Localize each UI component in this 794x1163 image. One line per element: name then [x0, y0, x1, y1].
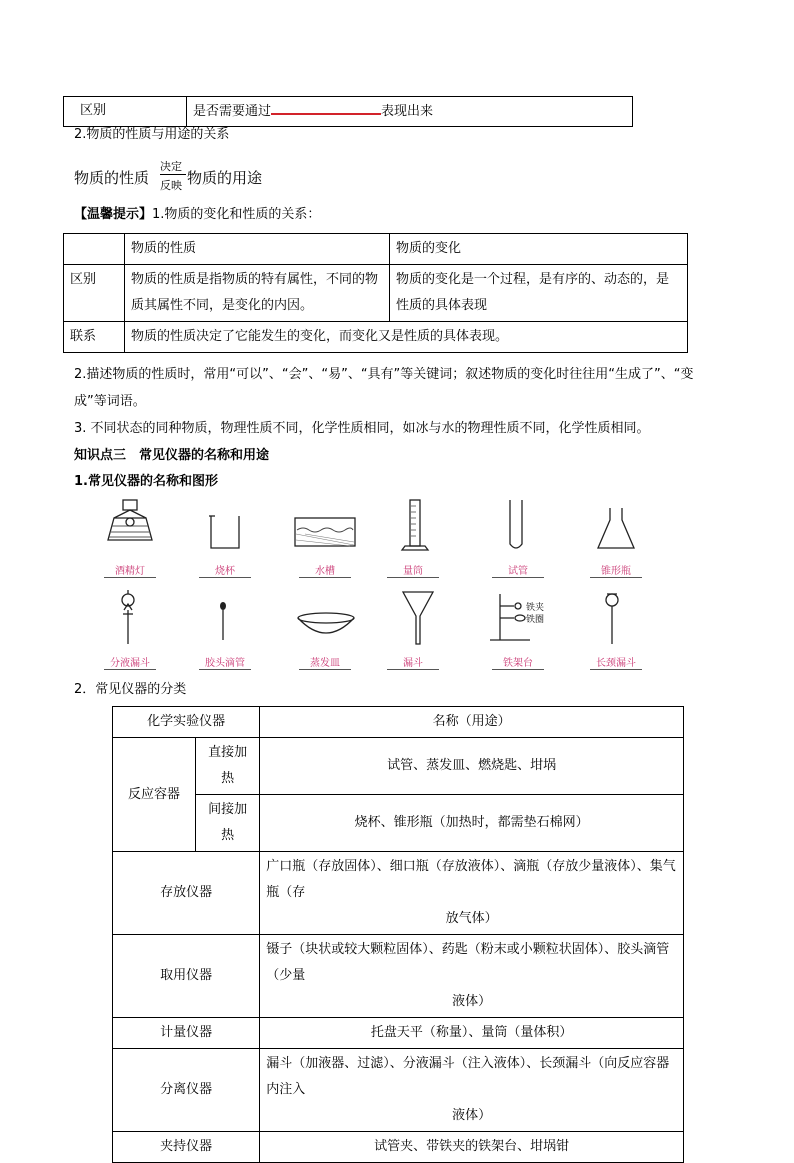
- class-taking-line1: 镊子（块状或较大颗粒固体）、药匙（粉末或小颗粒状固体）、胶头滴管（少量: [266, 942, 670, 983]
- measuring-cylinder-icon: [402, 500, 428, 550]
- class-indirect-items: 烧杯、锥形瓶（加热时，都需垫石棉网）: [260, 795, 684, 852]
- evaporating-dish-icon: [298, 613, 354, 633]
- note2-line2: 成”等词语。: [74, 394, 146, 409]
- top-table-text-after: 表现出来: [381, 104, 434, 119]
- caption-underline: [492, 669, 544, 670]
- class-measure-items: 托盘天平（称量）、量筒（量体积）: [260, 1018, 684, 1049]
- class-separate: 分离仪器: [113, 1049, 260, 1132]
- tip-line: [74, 205, 320, 225]
- relation-right: 物质的用途: [187, 169, 263, 187]
- compare-table: [63, 233, 688, 353]
- note2-line1: 2.描述物质的性质时，常用“可以”、“会”、“易”、“具有”等关键词；叙述物质的变化时往往用“生成了”、“变: [74, 367, 694, 382]
- conical-flask-icon: [598, 508, 634, 548]
- compare-header-empty: [64, 234, 125, 265]
- funnel-icon: [403, 592, 433, 644]
- caption-measuring-cylinder: 量筒: [403, 566, 423, 577]
- class-direct: 直接加热: [196, 738, 260, 795]
- class-storage-line1: 广口瓶（存放固体）、细口瓶（存放液体）、滴瓶（存放少量液体）、集气瓶（存: [266, 859, 676, 900]
- class-taking-line2: 液体）: [452, 994, 492, 1009]
- compare-header-prop: 物质的性质: [125, 234, 390, 265]
- caption-underline: [299, 669, 351, 670]
- class-header-left: 化学实验仪器: [113, 707, 260, 738]
- caption-test-tube: 试管: [508, 566, 528, 577]
- caption-evaporating-dish: 蒸发皿: [310, 658, 340, 669]
- class-clamp-items: 试管夹、带铁夹的铁架台、坩埚钳: [260, 1132, 684, 1163]
- separatory-funnel-icon: [122, 590, 134, 644]
- class-separate-line2: 液体）: [452, 1108, 492, 1123]
- caption-underline: [590, 669, 642, 670]
- caption-conical-flask: 锥形瓶: [601, 566, 631, 577]
- class-reaction: 反应容器: [113, 738, 196, 852]
- class-taking-items: [260, 935, 684, 1018]
- iron-stand-icon: [490, 594, 530, 640]
- relation-top: 决定: [160, 160, 182, 173]
- iron-clamp-label: 铁夹: [526, 603, 545, 613]
- relation-bar: [160, 174, 186, 175]
- caption-underline: [492, 577, 544, 578]
- caption-underline: [387, 577, 439, 578]
- beaker-icon: [209, 516, 239, 548]
- tip-bracket: 【温馨提示】: [74, 207, 153, 222]
- caption-beaker: 烧杯: [215, 566, 235, 577]
- compare-header-change: 物质的变化: [390, 234, 688, 265]
- class-storage: 存放仪器: [113, 852, 260, 935]
- kp3-sub1: 1.常见仪器的名称和图形: [74, 474, 218, 489]
- caption-underline: [104, 669, 156, 670]
- iron-ring-label: 铁圈: [526, 615, 545, 625]
- caption-iron-stand: 铁架台: [503, 658, 533, 669]
- class-direct-items: 试管、蒸发皿、燃烧匙、坩埚: [260, 738, 684, 795]
- caption-underline: [104, 577, 156, 578]
- kp3-title: 知识点三 常见仪器的名称和用途: [74, 448, 270, 463]
- caption-long-neck-funnel: 长颈漏斗: [596, 658, 636, 669]
- classification-table: [112, 706, 684, 1163]
- kp3-sub2: 2．常见仪器的分类: [74, 682, 187, 697]
- class-indirect: 间接加热: [196, 795, 260, 852]
- compare-row2-text: 物质的性质决定了它能发生的变化，而变化又是性质的具体表现。: [125, 322, 688, 353]
- compare-row1-label: 区别: [64, 265, 125, 322]
- caption-underline: [590, 577, 642, 578]
- tip-text: 1.物质的变化和性质的关系：: [152, 207, 321, 222]
- long-neck-funnel-icon: [606, 594, 618, 644]
- water-trough-icon: [295, 518, 355, 546]
- instrument-drawings: [90, 496, 690, 676]
- class-clamp: 夹持仪器: [113, 1132, 260, 1163]
- caption-dropper: 胶头滴管: [205, 658, 245, 669]
- fill-blank: [271, 99, 381, 115]
- compare-row2-label: 联系: [64, 322, 125, 353]
- class-header-right: 名称（用途）: [260, 707, 684, 738]
- dropper-icon: [220, 602, 226, 640]
- class-storage-items: [260, 852, 684, 935]
- test-tube-icon: [510, 500, 522, 548]
- caption-underline: [199, 669, 251, 670]
- note3: 3. 不同状态的同种物质，物理性质不同，化学性质相同，如冰与水的物理性质不同，化学性质相同。: [74, 421, 650, 436]
- caption-underline: [387, 669, 439, 670]
- class-storage-line2: 放气体）: [445, 911, 498, 926]
- class-separate-line1: 漏斗（加液器、过滤）、分液漏斗（注入液体）、长颈漏斗（向反应容器内注入: [266, 1056, 670, 1097]
- section2-title: 2.物质的性质与用途的关系: [74, 127, 230, 142]
- compare-row1-prop: 物质的性质是指物质的特有属性，不同的物质其属性不同，是变化的内因。: [125, 265, 390, 322]
- top-table-label: 区别: [64, 97, 187, 127]
- caption-separatory-funnel: 分液漏斗: [110, 658, 150, 669]
- class-measure: 计量仪器: [113, 1018, 260, 1049]
- top-table-content: [187, 97, 633, 127]
- caption-funnel: 漏斗: [403, 658, 423, 669]
- relation-bottom: 反映: [160, 179, 182, 192]
- caption-water-trough: 水槽: [315, 566, 335, 577]
- relation-diagram: [74, 158, 294, 194]
- class-taking: 取用仪器: [113, 935, 260, 1018]
- alcohol-lamp-icon: [108, 500, 152, 540]
- caption-underline: [199, 577, 251, 578]
- compare-row1-change: 物质的变化是一个过程，是有序的、动态的，是性质的具体表现: [390, 265, 688, 322]
- class-separate-items: [260, 1049, 684, 1132]
- top-table-text-before: 是否需要通过: [193, 104, 272, 119]
- caption-alcohol-lamp: 酒精灯: [115, 566, 145, 577]
- top-table: [63, 96, 633, 127]
- caption-underline: [299, 577, 351, 578]
- relation-left: 物质的性质: [74, 169, 150, 187]
